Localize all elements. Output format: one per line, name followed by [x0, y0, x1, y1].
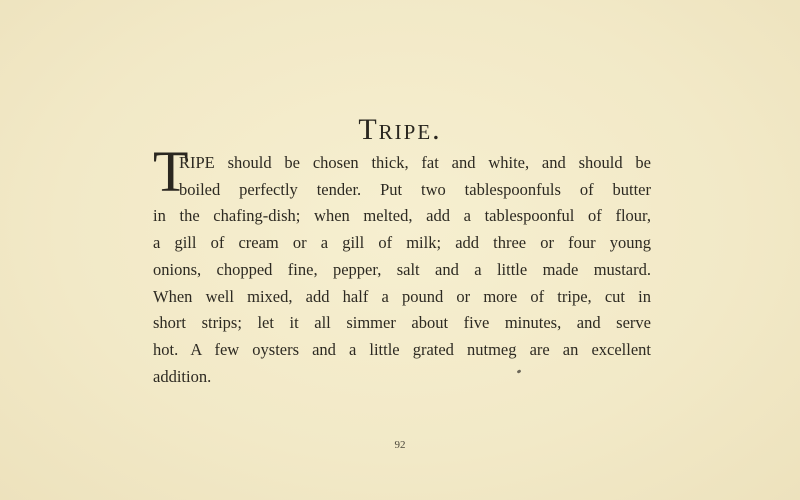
- recipe-line: boiled perfectly tender. Put two tablespoonfuls of butter: [179, 179, 651, 199]
- recipe-line: a gill of cream or a gill of milk; add three or four young: [153, 233, 651, 253]
- page-number: 92: [394, 439, 406, 451]
- recipe-line: addition.: [153, 366, 212, 386]
- recipe-line: When well mixed, add half a pound or more of tripe, cut in: [153, 286, 651, 306]
- recipe-line: in the chafing-dish; when melted, add a tablespoonful of flour,: [153, 206, 651, 226]
- recipe-line: hot. A few oysters and a little grated nutmeg are an excellent: [153, 339, 651, 359]
- recipe-line: short strips; let it all simmer about five minutes, and serve: [153, 313, 651, 333]
- recipe-line: onions, chopped fine, pepper, salt and a little made mustard.: [153, 259, 651, 279]
- drop-cap: T: [153, 139, 189, 204]
- recipe-body: [153, 150, 651, 390]
- recipe-line: RIPE should be chosen thick, fat and white, and should be: [179, 153, 651, 172]
- recipe-title: Tripe.: [358, 113, 442, 146]
